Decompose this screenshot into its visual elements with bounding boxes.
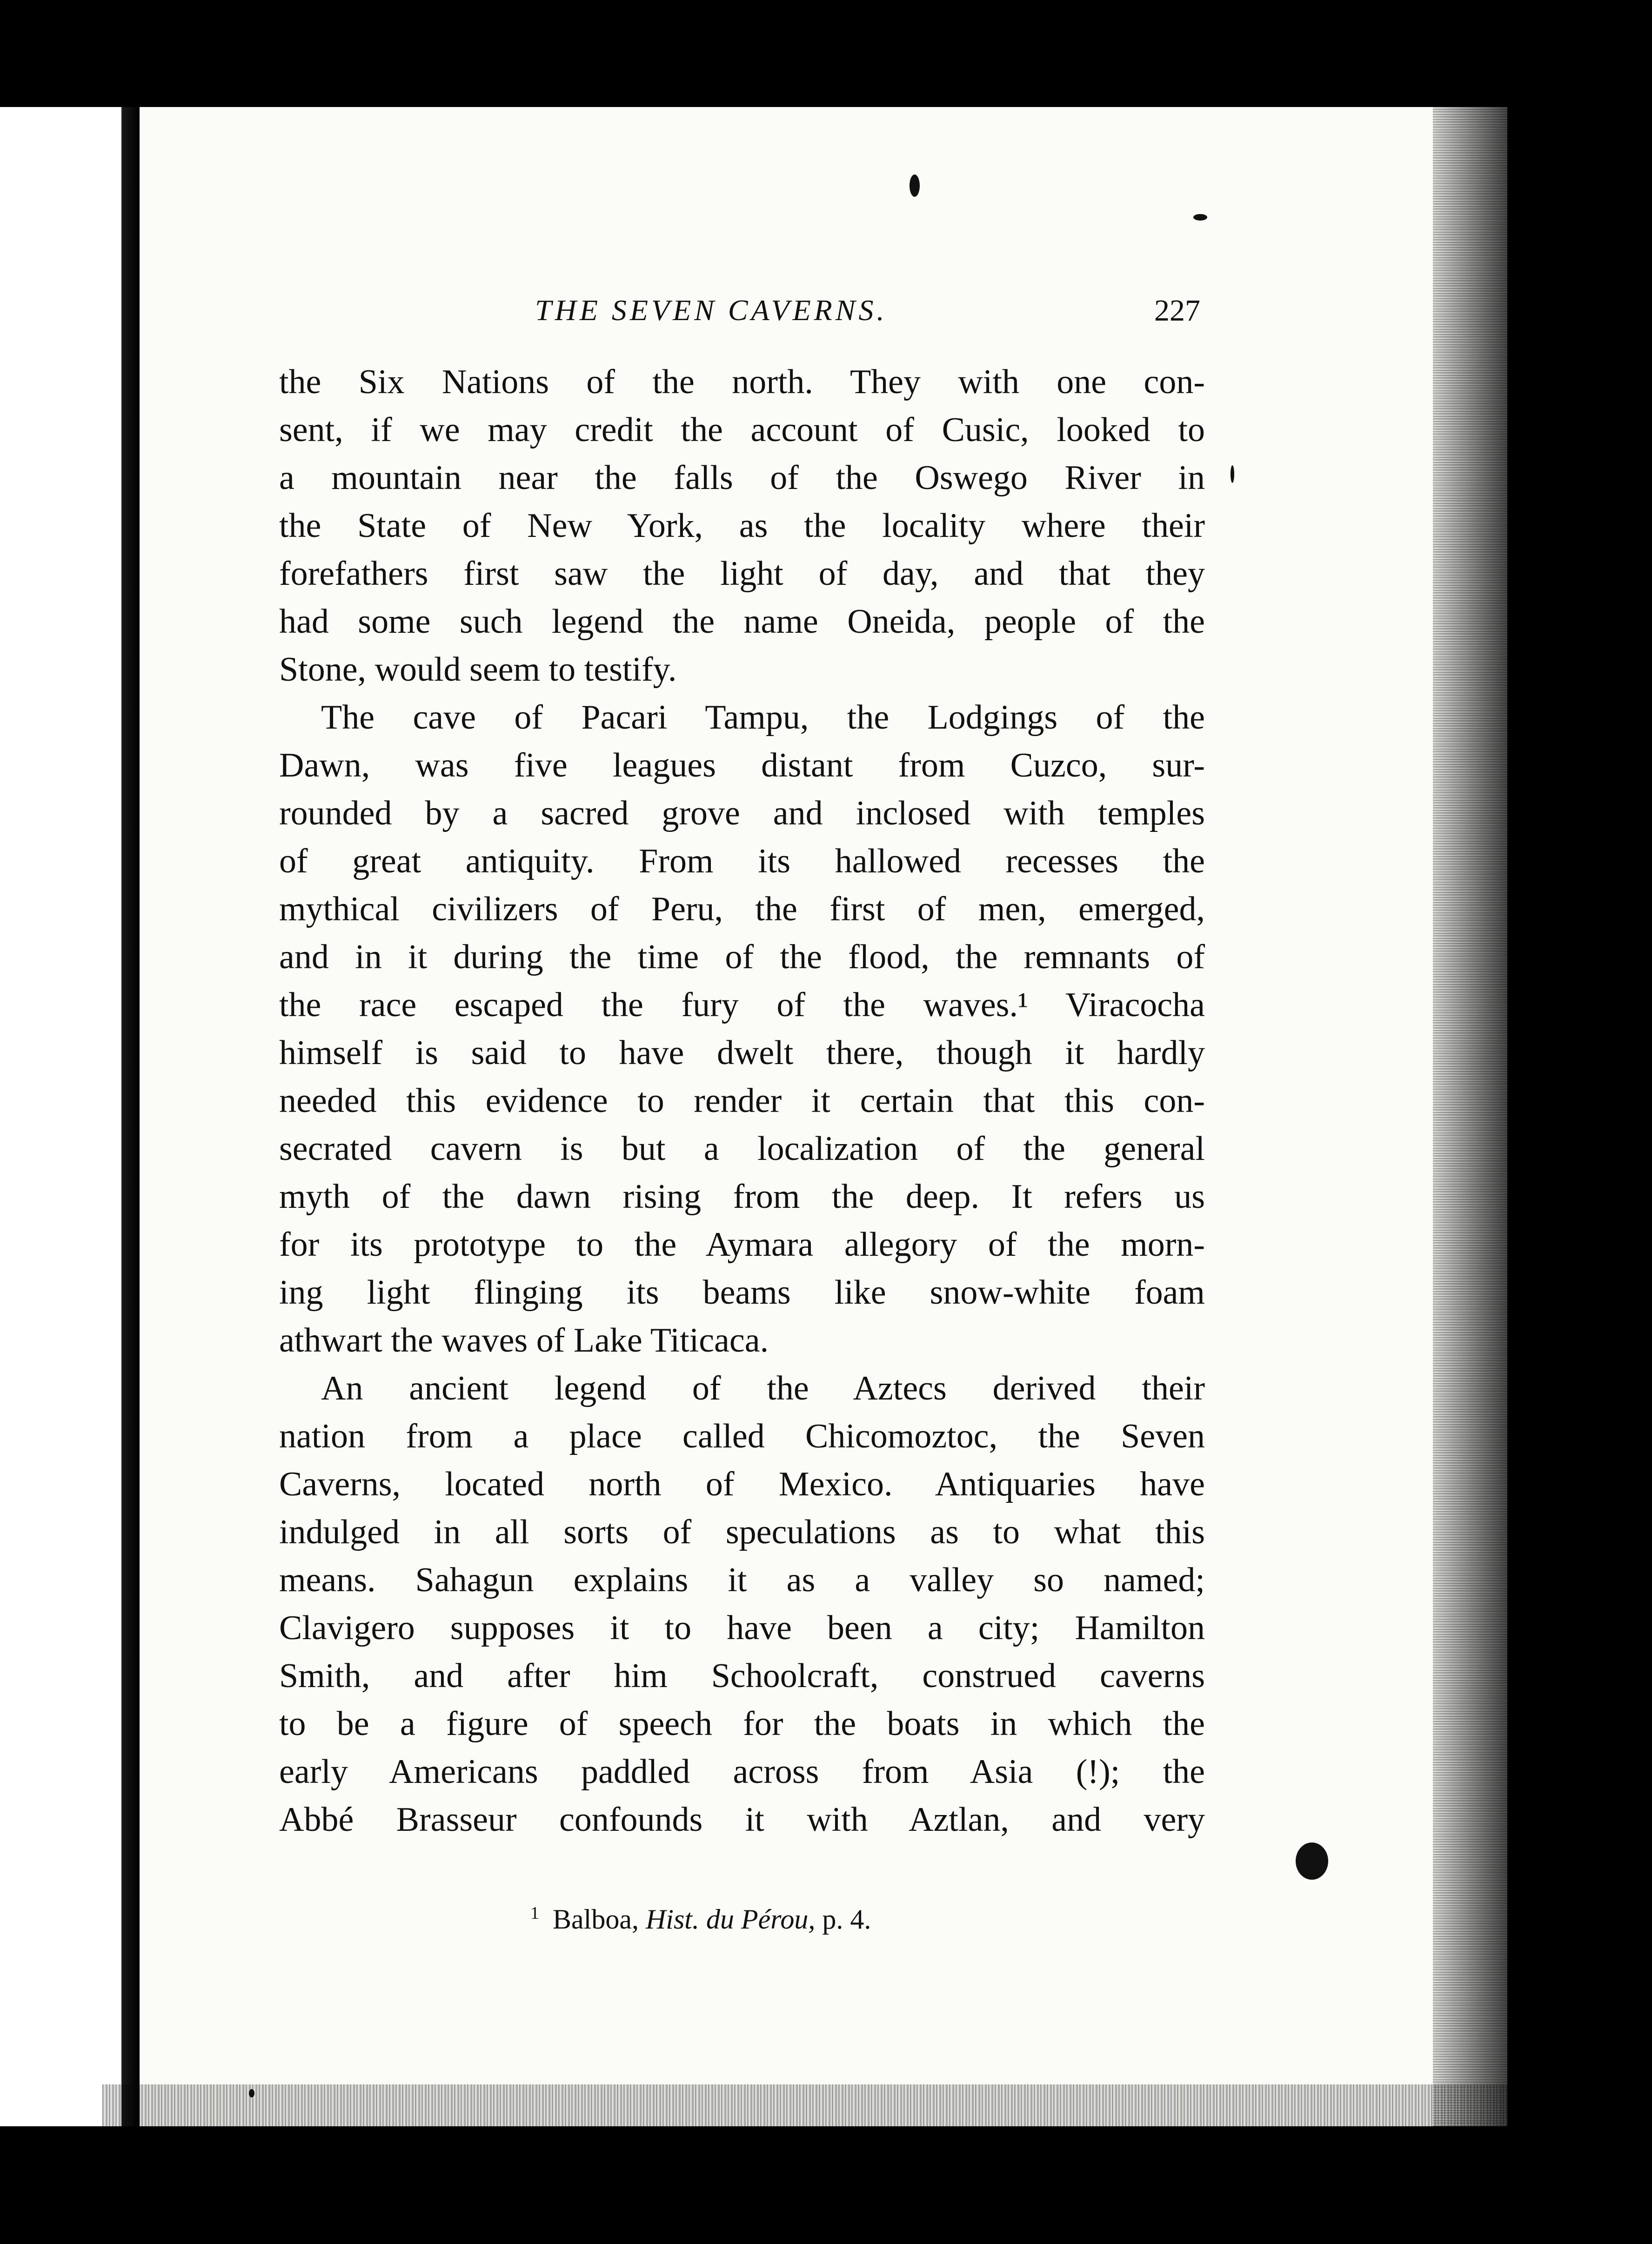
text-line: myth of the dawn rising from the deep. It refers us xyxy=(279,1178,1205,1216)
text-line: the Six Nations of the north. They with one con- xyxy=(279,363,1205,401)
text-line: rounded by a sacred grove and inclosed with temples xyxy=(279,794,1205,832)
footnote-page: p. 4. xyxy=(822,1904,871,1935)
text-line: mythical civilizers of Peru, the first of men, emerged, xyxy=(279,890,1205,928)
text-line: of great antiquity. From its hallowed recesses the xyxy=(279,842,1205,880)
footnote-marker: 1 xyxy=(530,1903,539,1923)
text-line: sent, if we may credit the account of Cusic, looked to xyxy=(279,411,1205,449)
text-line: indulged in all sorts of speculations as to what this xyxy=(279,1513,1205,1551)
text-line: athwart the waves of Lake Titicaca. xyxy=(279,1321,769,1360)
text-line: Caverns, located north of Mexico. Antiquaries have xyxy=(279,1465,1205,1503)
running-title: THE SEVEN CAVERNS. xyxy=(535,294,888,327)
body-text xyxy=(279,358,1205,1844)
paragraph xyxy=(279,1365,1205,1844)
text-line: ing light flinging its beams like snow-white foam xyxy=(279,1273,1205,1312)
text-line: to be a figure of speech for the boats in which the xyxy=(279,1705,1205,1743)
page-header xyxy=(535,293,1200,349)
binding-edge xyxy=(0,107,140,2126)
text-line: a mountain near the falls of the Oswego River in xyxy=(279,459,1205,497)
page-number: 227 xyxy=(1154,294,1200,328)
text-line: needed this evidence to render it certain that this con- xyxy=(279,1082,1205,1120)
scan-speck xyxy=(249,2089,254,2097)
text-line: An ancient legend of the Aztecs derived their xyxy=(321,1369,1205,1407)
scan-speck xyxy=(1296,1842,1328,1880)
text-line: the race escaped the fury of the waves.¹ Viracocha xyxy=(279,986,1205,1024)
text-line: Stone, would seem to testify. xyxy=(279,650,677,689)
footnote-title: Hist. du Pérou, xyxy=(645,1904,816,1935)
text-line: The cave of Pacari Tampu, the Lodgings of the xyxy=(321,698,1205,737)
text-line: himself is said to have dwelt there, though it hardly xyxy=(279,1034,1205,1072)
text-line: Smith, and after him Schoolcraft, construed caverns xyxy=(279,1657,1205,1695)
paragraph xyxy=(279,358,1205,694)
text-line: Dawn, was five leagues distant from Cuzco, sur- xyxy=(279,746,1205,784)
text-line: Abbé Brasseur confounds it with Aztlan, and very xyxy=(279,1801,1205,1839)
text-line: secrated cavern is but a localization of the general xyxy=(279,1130,1205,1168)
text-line: means. Sahagun explains it as a valley so named; xyxy=(279,1561,1205,1599)
text-line: Clavigero supposes it to have been a city; Hamilton xyxy=(279,1609,1205,1647)
text-line: early Americans paddled across from Asia (!); the xyxy=(279,1753,1205,1791)
text-line: forefathers first saw the light of day, and that they xyxy=(279,555,1205,593)
text-line: and in it during the time of the flood, the remnants of xyxy=(279,938,1205,976)
text-line: had some such legend the name Oneida, people of the xyxy=(279,603,1205,641)
scan-speck xyxy=(1231,465,1234,483)
text-line: the State of New York, as the locality where their xyxy=(279,507,1205,545)
scan-speck xyxy=(1193,214,1207,221)
footnote-author: Balboa, xyxy=(553,1904,639,1935)
footnote xyxy=(530,1903,871,1936)
text-line: nation from a place called Chicomoztoc, the Seven xyxy=(279,1417,1205,1455)
paragraph xyxy=(279,694,1205,1365)
text-line: for its prototype to the Aymara allegory of the morn- xyxy=(279,1226,1205,1264)
page-bottom-edge xyxy=(102,2084,1507,2126)
book-page xyxy=(0,107,1507,2126)
page-edge-shadow xyxy=(1433,107,1507,2126)
scan-speck xyxy=(910,174,920,197)
